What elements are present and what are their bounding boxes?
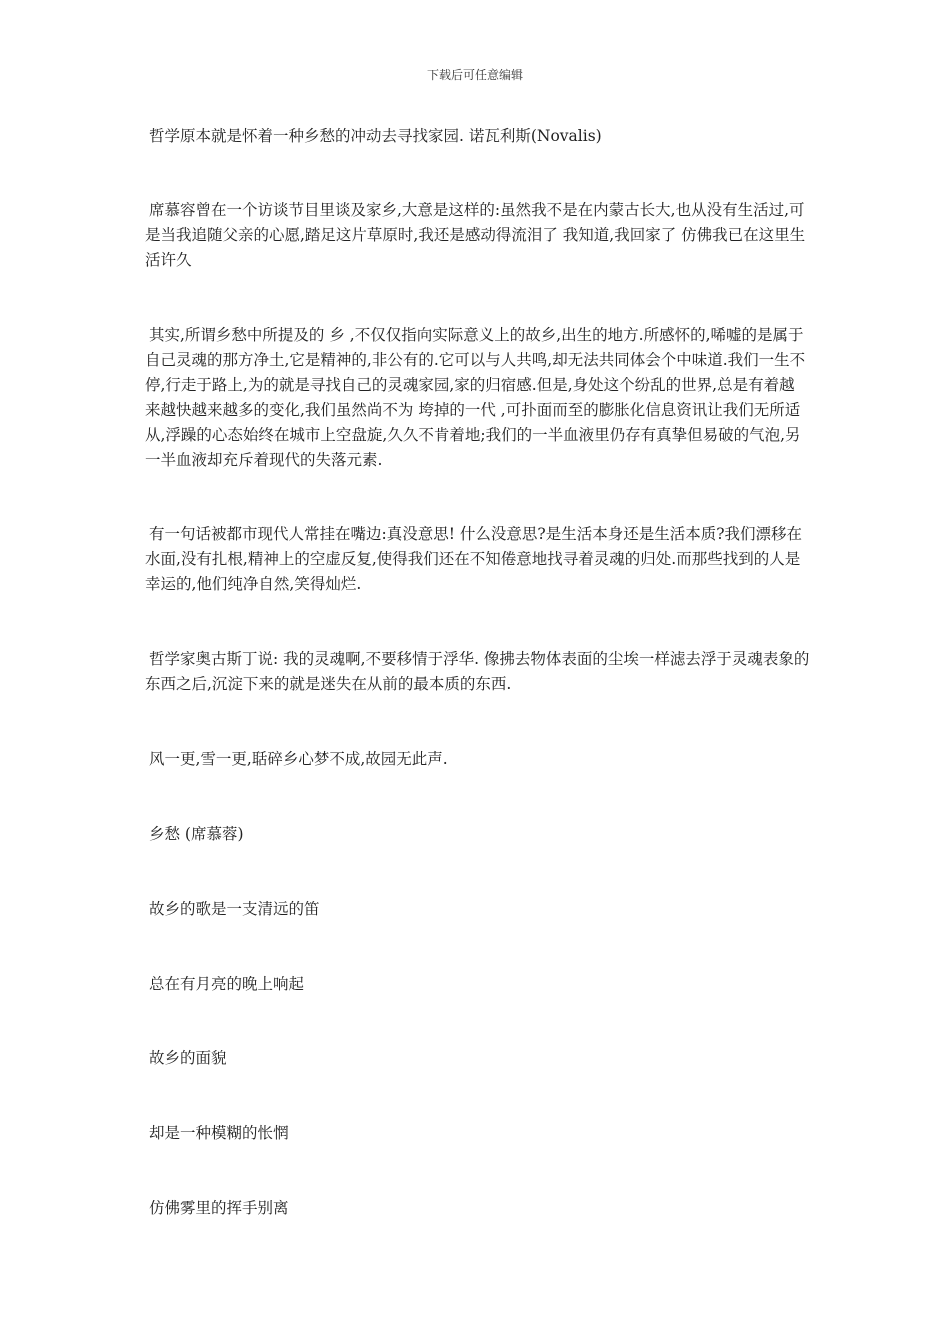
poem-line-1: 故乡的歌是一支清远的笛 <box>149 900 320 918</box>
paragraph-xi-murong-interview: 席慕容曾在一个访谈节目里谈及家乡,大意是这样的:虽然我不是在内蒙古长大,也从没有生活过,可是当我追随父亲的心愿,踏足这片草原时,我还是感动得流泪了 我知道,我回家了 仿佛我已在这里生活许久 <box>145 201 806 269</box>
poem-line-4: 却是一种模糊的怅惘 <box>149 1124 289 1142</box>
paragraph-epigraph: 哲学原本就是怀着一种乡愁的冲动去寻找家园. 诺瓦利斯(Novalis) <box>149 127 602 145</box>
poem-title: 乡愁 (席慕蓉) <box>149 825 244 843</box>
poem-line-5: 仿佛雾里的挥手别离 <box>149 1199 289 1217</box>
paragraph-modern-people: 有一句话被都市现代人常挂在嘴边:真没意思! 什么没意思?是生活本身还是生活本质?我们漂移在水面,没有扎根,精神上的空虚反复,使得我们还在不知倦意地找寻着灵魂的归处.而那些找到的人是幸运的,他们纯净自然,笑得灿烂. <box>145 525 803 593</box>
paragraph-homesickness-meaning: 其实,所谓乡愁中所提及的 乡 ,不仅仅指向实际意义上的故乡,出生的地方.所感怀的,唏嘘的是属于自己灵魂的那方净土,它是精神的,非公有的.它可以与人共鸣,却无法共同体会个中味道.我们一生不停,行走于路上,为的就是寻找自己的灵魂家园,家的归宿感.但是,身处这个纷乱的世界,总是有着越来越快越来越多的变化,我们虽然尚不为 垮掉的一代 ,可扑面而至的膨胀化信息资讯让我们无所适从,浮躁的心态始终在城市上空盘旋,久久不肯着地;我们的一半血液里仍存有真挚但易破的气泡,另一半血液却充斥着现代的失落元素. <box>145 326 806 469</box>
paragraph-augustine-quote: 哲学家奥古斯丁说: 我的灵魂啊,不要移情于浮华. 像拂去物体表面的尘埃一样滤去浮于灵魂表象的东西之后,沉淀下来的就是迷失在从前的最本质的东西. <box>145 650 810 693</box>
poem-line-3: 故乡的面貌 <box>149 1049 227 1067</box>
poem-line-2: 总在有月亮的晚上响起 <box>149 975 305 993</box>
paragraph-poem-line: 风一更,雪一更,聒碎乡心梦不成,故园无此声. <box>149 750 448 768</box>
header-note: 下载后可任意编辑 <box>426 68 523 82</box>
